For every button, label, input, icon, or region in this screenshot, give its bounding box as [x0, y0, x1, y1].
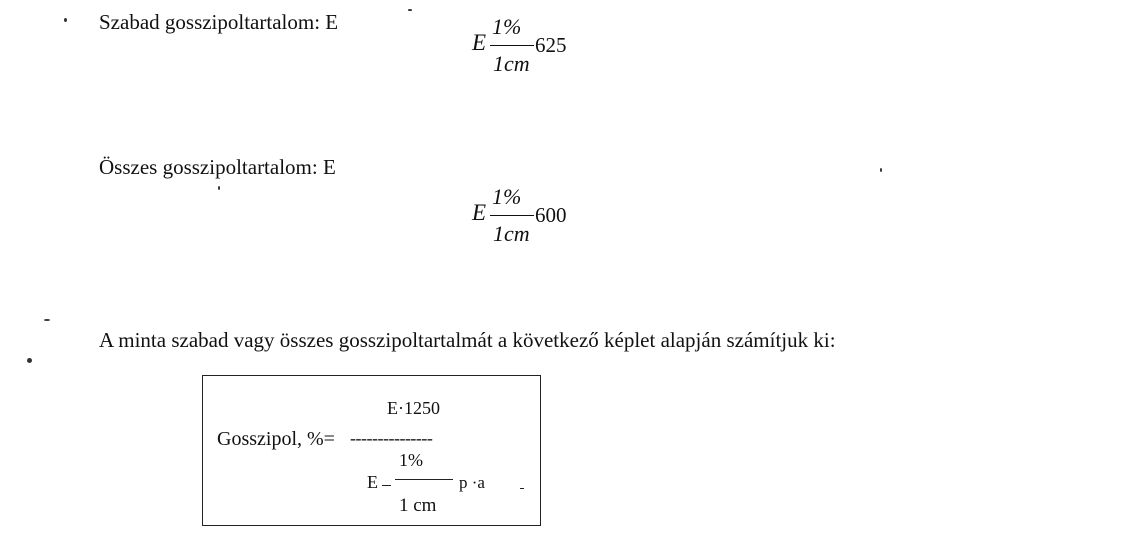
formula-denominator: 1cm	[493, 51, 530, 76]
free-gossypol-label: Szabad gosszipoltartalom: E	[99, 10, 339, 34]
formula-box	[202, 375, 541, 526]
scan-speck	[64, 18, 67, 22]
formula-denominator: 1cm	[493, 221, 530, 246]
formula-symbol: E	[472, 30, 487, 55]
formula-value: 600	[535, 203, 567, 227]
scan-speck	[408, 9, 412, 11]
total-gossypol-label: Összes gosszipoltartalom: E	[99, 155, 336, 179]
box-sub-symbol: E	[367, 472, 378, 492]
fraction-bar	[490, 45, 534, 46]
box-numerator: E·1250	[387, 398, 440, 418]
box-sub-denominator: 1 cm	[399, 495, 437, 516]
box-sub-numerator: 1%	[399, 450, 423, 470]
box-sub-tick	[382, 485, 391, 486]
scan-speck	[44, 319, 50, 321]
scan-speck	[880, 168, 882, 172]
box-tail: p ·a	[459, 473, 485, 492]
instruction-text: A minta szabad vagy összes gosszipoltartalmát a következő képlet alapján számítjuk ki:	[99, 328, 836, 352]
formula-symbol: E	[472, 200, 487, 225]
box-dashes: ---------------	[350, 428, 433, 448]
box-lhs: Gosszipol, %=	[217, 428, 335, 450]
scan-speck	[27, 358, 32, 363]
box-sub-bar	[395, 479, 453, 480]
formula-numerator: 1%	[492, 14, 522, 39]
formula-numerator: 1%	[492, 184, 522, 209]
scan-speck	[218, 186, 220, 190]
box-mark	[520, 488, 524, 489]
fraction-bar	[490, 215, 534, 216]
formula-value: 625	[535, 33, 567, 57]
